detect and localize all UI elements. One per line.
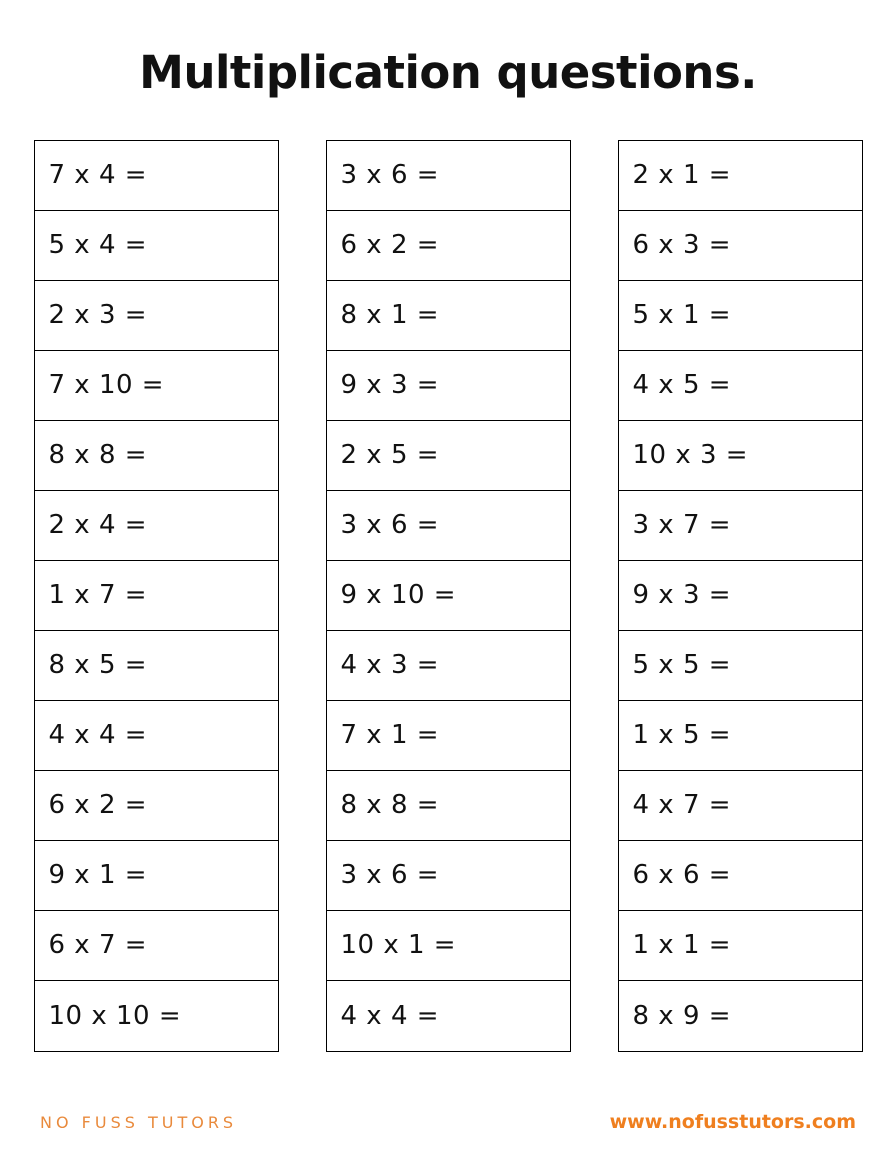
question-item: 9 x 3 = xyxy=(619,561,862,631)
question-item: 9 x 10 = xyxy=(327,561,570,631)
question-item: 6 x 2 = xyxy=(35,771,278,841)
question-column-1 xyxy=(34,140,279,1052)
question-item: 2 x 4 = xyxy=(35,491,278,561)
question-item: 6 x 6 = xyxy=(619,841,862,911)
question-item: 6 x 7 = xyxy=(35,911,278,981)
question-item: 1 x 5 = xyxy=(619,701,862,771)
question-item: 4 x 7 = xyxy=(619,771,862,841)
question-item: 4 x 5 = xyxy=(619,351,862,421)
website-link[interactable]: www.nofusstutors.com xyxy=(609,1111,856,1133)
question-item: 8 x 8 = xyxy=(327,771,570,841)
question-item: 3 x 6 = xyxy=(327,841,570,911)
question-item: 3 x 6 = xyxy=(327,141,570,211)
question-item: 6 x 3 = xyxy=(619,211,862,281)
question-item: 4 x 4 = xyxy=(35,701,278,771)
questions-grid xyxy=(0,140,896,1052)
question-item: 8 x 8 = xyxy=(35,421,278,491)
question-item: 8 x 9 = xyxy=(632,1000,732,1031)
question-item: 5 x 4 = xyxy=(35,211,278,281)
question-item: 3 x 6 = xyxy=(327,491,570,561)
question-item: 9 x 1 = xyxy=(35,841,278,911)
question-column-2 xyxy=(326,140,571,1052)
question-item: 10 x 1 = xyxy=(327,911,570,981)
page-footer xyxy=(0,1102,896,1142)
question-item: 2 x 5 = xyxy=(327,421,570,491)
question-item: 4 x 3 = xyxy=(327,631,570,701)
question-item: 10 x 10 = xyxy=(48,1000,182,1031)
question-item: 1 x 7 = xyxy=(35,561,278,631)
question-item: 7 x 1 = xyxy=(327,701,570,771)
question-item: 9 x 3 = xyxy=(327,351,570,421)
question-item: 8 x 5 = xyxy=(35,631,278,701)
question-item: 2 x 1 = xyxy=(619,141,862,211)
question-item: 6 x 2 = xyxy=(327,211,570,281)
question-item: 5 x 1 = xyxy=(619,281,862,351)
question-item: 5 x 5 = xyxy=(619,631,862,701)
brand-text: NO FUSS TUTORS xyxy=(40,1112,238,1132)
question-item: 10 x 3 = xyxy=(619,421,862,491)
question-item: 1 x 1 = xyxy=(619,911,862,981)
page-title: Multiplication questions. xyxy=(139,46,757,99)
question-column-3 xyxy=(618,140,863,1052)
question-item: 3 x 7 = xyxy=(619,491,862,561)
question-item: 7 x 4 = xyxy=(35,141,278,211)
question-item: 2 x 3 = xyxy=(35,281,278,351)
question-item: 7 x 10 = xyxy=(35,351,278,421)
question-item: 4 x 4 = xyxy=(340,1000,440,1031)
question-item: 8 x 1 = xyxy=(327,281,570,351)
